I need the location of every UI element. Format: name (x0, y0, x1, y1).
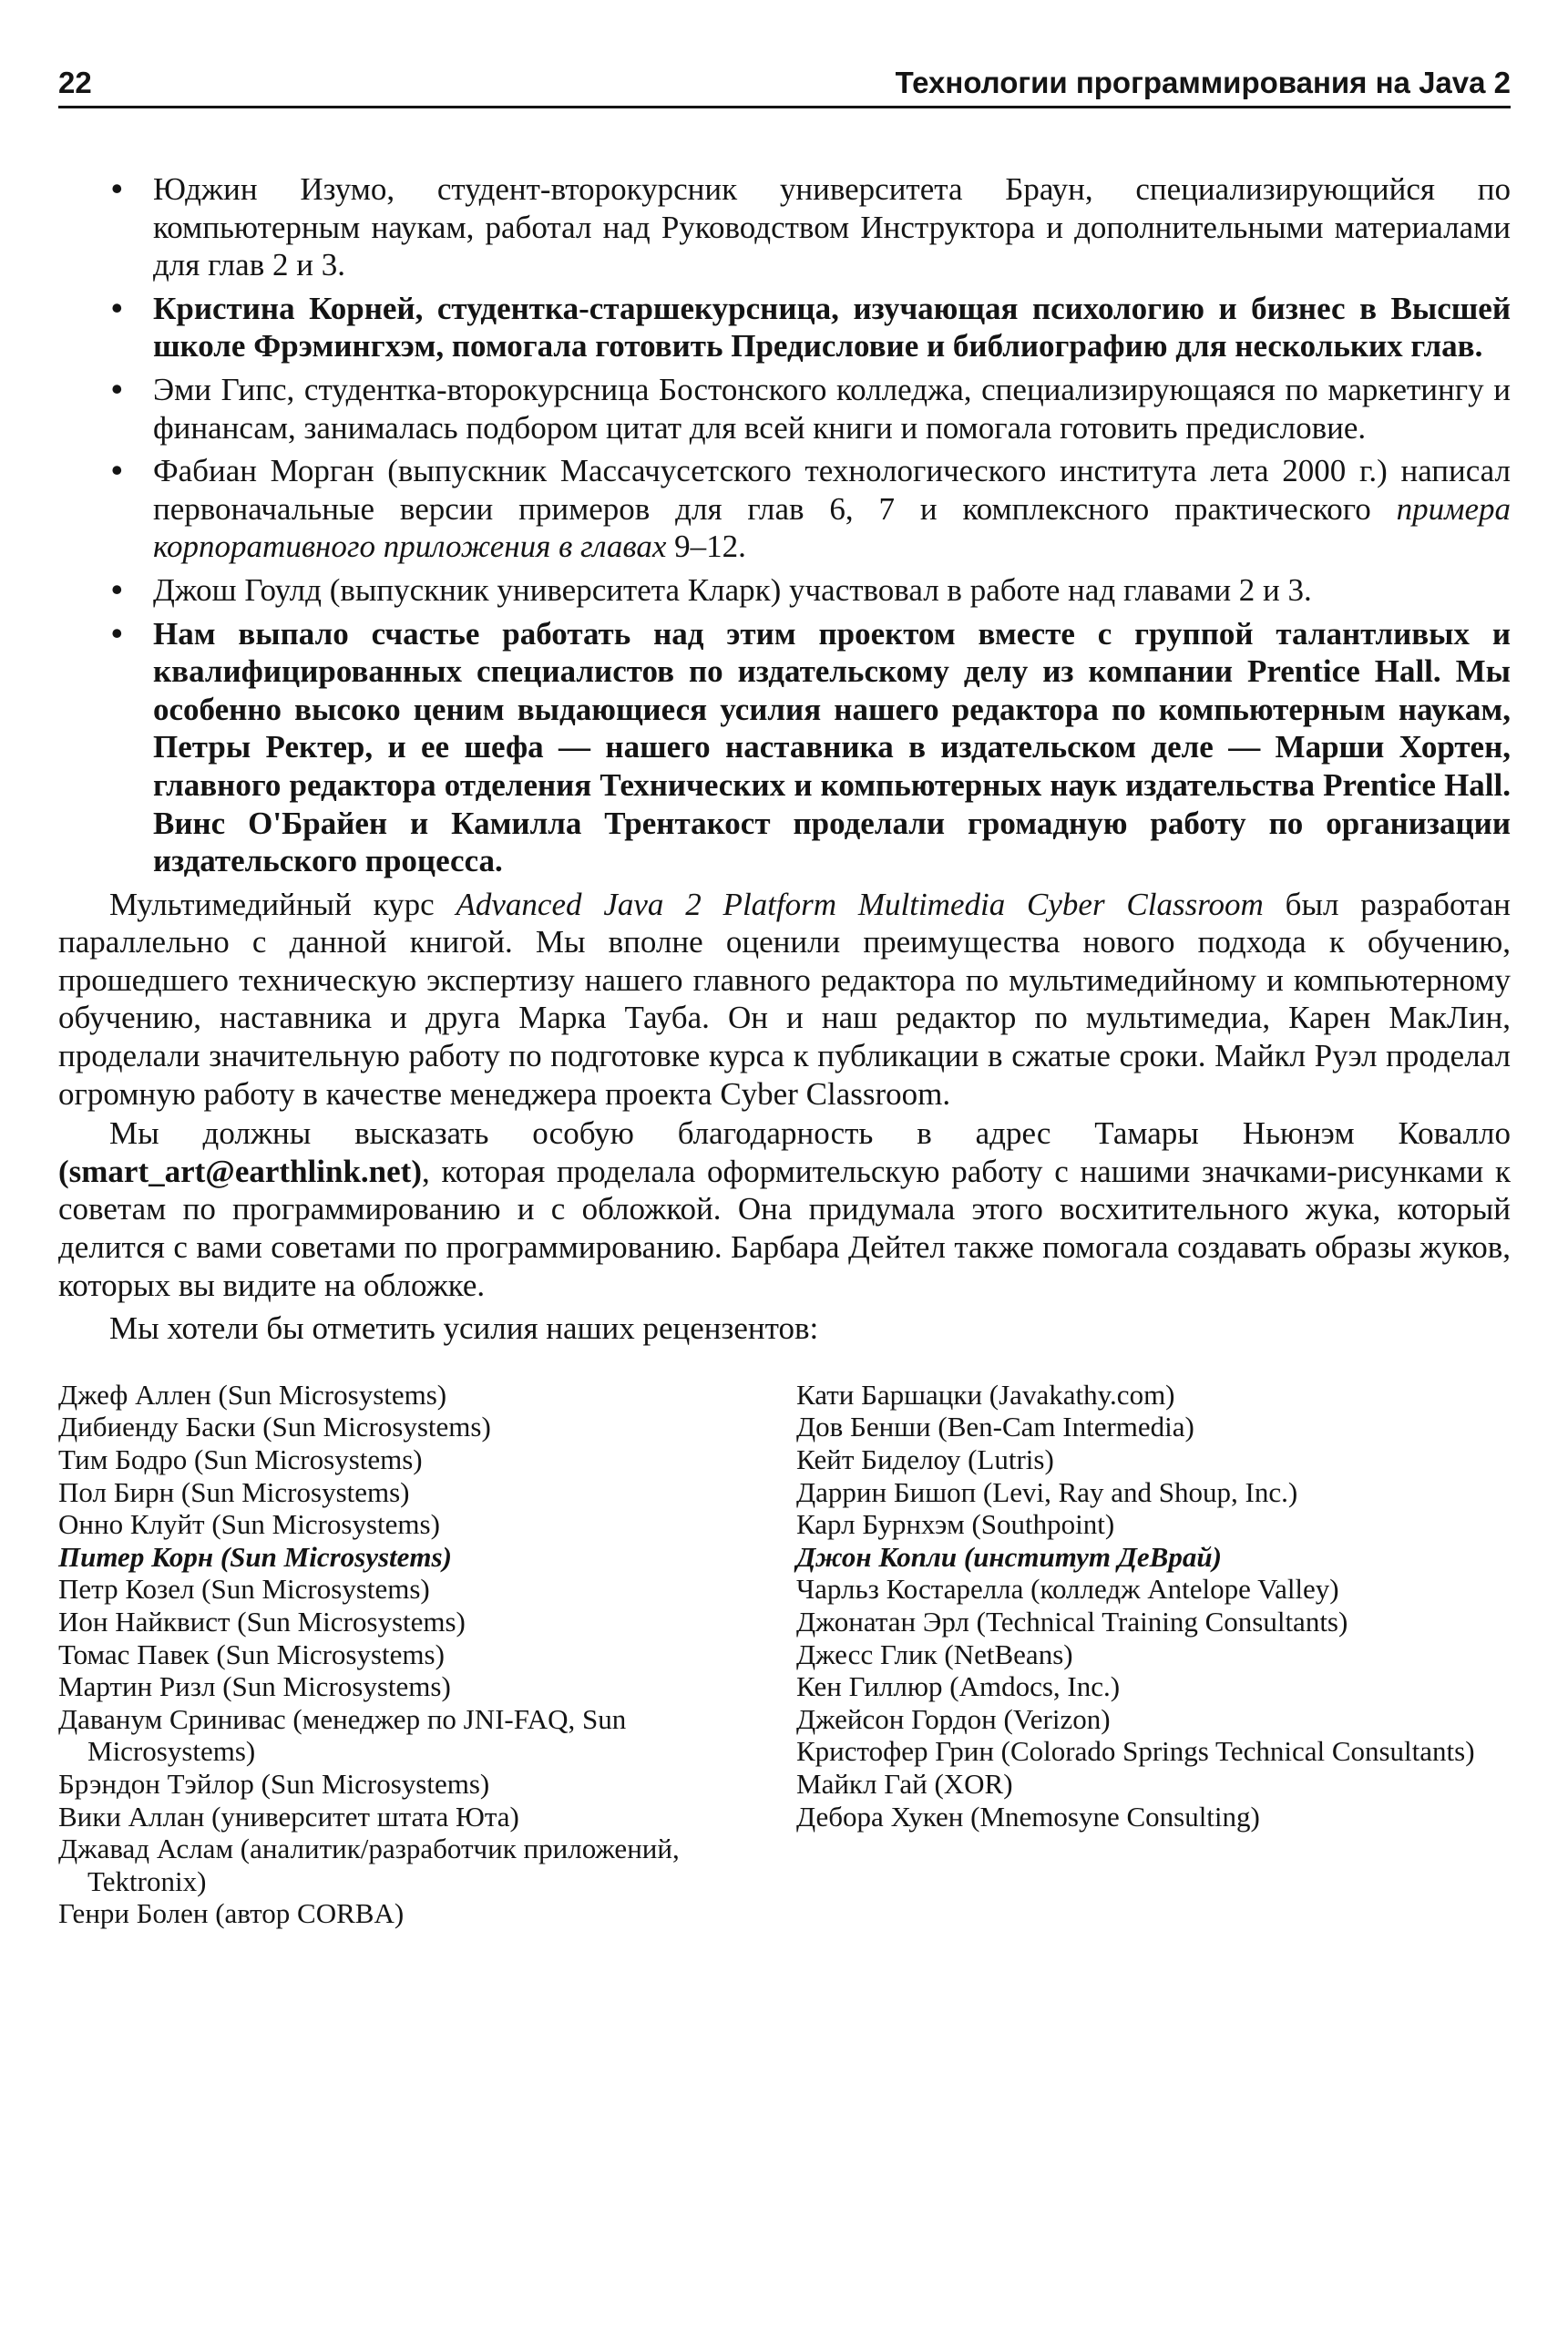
paragraph-text: , которая проделала оформительскую работу с нашими значками-рисунками к советам по программированию и с обложкой. Она придумала этого восхитительного жука, который делится с вами советами по программированию. Барбара Дейтел также помогала создавать образы жуков, которых вы видите на обложке. (58, 1153, 1511, 1303)
reviewer-entry: Карл Бурнхэм (Southpoint) (796, 1508, 1115, 1541)
page-number: 22 (58, 66, 92, 99)
reviewer-entry: Брэндон Тэйлор (Sun Microsystems) (58, 1767, 490, 1800)
bullet-text: Нам выпало счастье работать над этим проектом вместе с группой талантливых и квалифицированных специалистов по издательскому делу из компании Prentice Hall. Мы особенно высоко ценим выдающиеся усилия нашего редактора по компьютерным наукам, Петры Ректер, и ее шефа — нашего наставника в издательском деле — Марши Хортен, главного редактора отделения Технических и компьютерных наук издательства Prentice Hall. Винс О'Брайен и Камилла Трентакост проделали громадную работу по организации издательского процесса. (153, 615, 1511, 879)
course-title: Advanced Java 2 Platform Multimedia Cyber Classroom (456, 886, 1264, 922)
reviewers-intro: Мы хотели бы отметить усилия наших рецензентов: (109, 1310, 819, 1347)
reviewer-entry: Даванум Сринивас (менеджер по JNI-FAQ, Sun Microsystems) (58, 1702, 627, 1768)
reviewer-entry: Дибиенду Баски (Sun Microsystems) (58, 1411, 491, 1443)
reviewer-entry: Кристофер Грин (Colorado Springs Technical Consultants) (796, 1735, 1475, 1768)
reviewer-entry: Джавад Аслам (аналитик/разработчик приложений, Tektronix) (58, 1833, 680, 1897)
reviewer-entry: Джесс Глик (NetBeans) (796, 1638, 1073, 1670)
paragraph-cyber-classroom (58, 886, 1511, 1114)
paragraph-text: Мы должны высказать особую благодарность в адрес Тамары Ньюнэм Ковалло (109, 1115, 1511, 1152)
reviewer-entry: Кейт Биделоу (Lutris) (796, 1443, 1054, 1475)
reviewer-entry: Джонатан Эрл (Technical Training Consultants) (796, 1605, 1348, 1638)
bullet-text: Джош Гоулд (выпускник университета Кларк) участвовал в работе над главами 2 и 3. (153, 571, 1312, 608)
bullet-item (58, 571, 1511, 610)
running-head-title: Технологии программирования на Java 2 (895, 66, 1511, 99)
reviewer-entry: Дебора Хукен (Mnemosyne Consulting) (796, 1800, 1260, 1833)
reviewer-entry: Дов Бенши (Ben-Cam Intermedia) (796, 1411, 1194, 1443)
page-header (58, 55, 1511, 108)
reviewer-entry: Майкл Гай (XOR) (796, 1767, 1013, 1800)
reviewer-entry: Онно Клуйт (Sun Microsystems) (58, 1508, 440, 1541)
reviewer-entry: Петр Козел (Sun Microsystems) (58, 1573, 430, 1606)
bullet-text-italic: примера корпоративного приложения в главах (153, 490, 1511, 565)
bullet-item (58, 615, 1511, 880)
reviewer-entry: Джеф Аллен (Sun Microsystems) (58, 1378, 447, 1411)
bullet-text: Фабиан Морган (выпускник Массачусетского технологического института лета 2000 г.) написал первоначальные версии примеров для глав 6, 7 и комплексного практического (153, 453, 1511, 527)
reviewers-column-right (796, 1379, 1511, 1930)
bullet-item (58, 452, 1511, 566)
reviewer-entry: Чарльз Костарелла (колледж Antelope Valley) (796, 1573, 1339, 1606)
bullet-item (58, 290, 1511, 365)
reviewers-column-left (58, 1379, 796, 1930)
reviewer-entry: Питер Корн (Sun Microsystems) (58, 1540, 452, 1573)
acknowledgement-list (58, 170, 1511, 880)
paragraph-designer-thanks (58, 1114, 1511, 1304)
reviewer-entry: Джон Копли (институт ДеВрай) (796, 1540, 1222, 1573)
bullet-item (58, 371, 1511, 447)
bullet-text: Эми Гипс, студентка-второкурсница Бостонского колледжа, специализирующаяся по маркетингу и финансам, занималась подбором цитат для всей книги и помогала готовить предисловие. (153, 371, 1511, 446)
bullet-text: Юджин Изумо, студент-второкурсник университета Браун, специализирующийся по компьютерным наукам, работал над Руководством Инструктора и дополнительными материалами для глав 2 и 3. (153, 171, 1511, 283)
reviewer-entry: Генри Болен (автор CORBA) (58, 1897, 405, 1930)
bullet-item (58, 170, 1511, 284)
book-page (58, 55, 1511, 2305)
reviewer-entry: Вики Аллан (университет штата Юта) (58, 1800, 519, 1833)
reviewers-list (58, 1379, 1511, 1930)
reviewer-entry: Ион Найквист (Sun Microsystems) (58, 1605, 466, 1638)
reviewer-entry: Мартин Ризл (Sun Microsystems) (58, 1670, 451, 1703)
reviewer-entry: Томас Павек (Sun Microsystems) (58, 1638, 445, 1670)
reviewer-entry: Джейсон Гордон (Verizon) (796, 1702, 1111, 1735)
paragraph-text: Мультимедийный курс (109, 886, 456, 922)
reviewer-entry: Тим Бодро (Sun Microsystems) (58, 1443, 423, 1475)
paragraph-text: был разработан параллельно с данной книгой. Мы вполне оценили преимущества нового подхода к обучению, прошедшего техническую экспертизу нашего главного редактора по мультимедийному и компьютерному обучению, наставника и друга Марка Тауба. Он и наш редактор по мультимедиа, Карен МакЛин, проделали значительную работу по подготовке курса к публикации в сжатые сроки. Майкл Руэл проделал огромную работу в качестве менеджера проекта Cyber Classroom. (58, 886, 1511, 1112)
bullet-text: Кристина Корней, студентка-старшекурсница, изучающая психологию и бизнес в Высшей школе Фрэмингхэм, помогала готовить Предисловие и библиографию для нескольких глав. (153, 290, 1511, 365)
reviewer-entry: Кати Баршацки (Javakathy.com) (796, 1378, 1175, 1411)
bullet-text: 9–12. (666, 529, 746, 565)
reviewer-entry: Пол Бирн (Sun Microsystems) (58, 1475, 410, 1508)
body-text (58, 170, 1511, 1348)
reviewer-entry: Кен Гиллюр (Amdocs, Inc.) (796, 1670, 1121, 1703)
email-address: (smart_art@earthlink.net) (58, 1153, 422, 1189)
reviewer-entry: Даррин Бишоп (Levi, Ray and Shoup, Inc.) (796, 1475, 1298, 1508)
